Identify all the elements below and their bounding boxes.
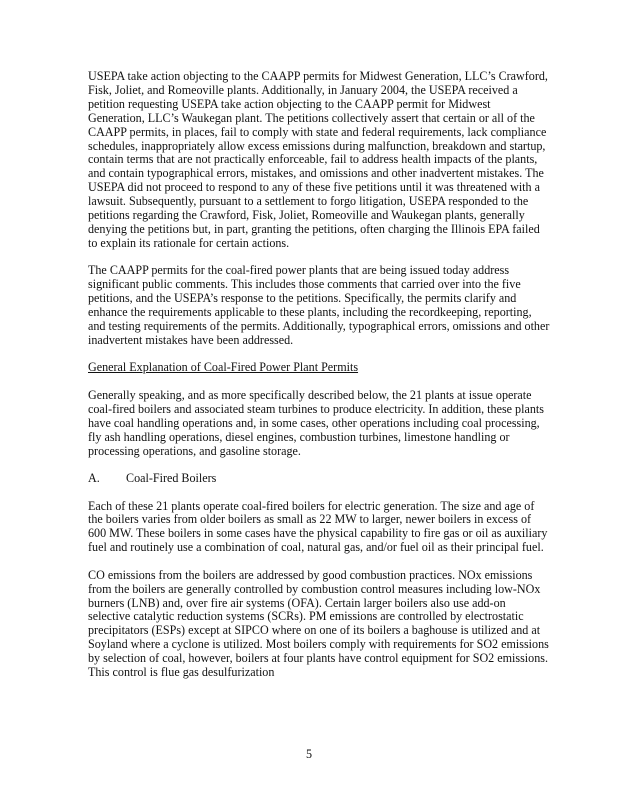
subsection-letter: A.	[88, 471, 100, 486]
paragraph-general-explanation: Generally speaking, and as more specifically described below, the 21 plants at issue operate coal-fired boilers and associated steam turbines to produce electricity. In addition, these plants have coal handling operations and, in some cases, other operations including coal processing, fly ash handling operations, diesel engines, combustion turbines, limestone handling or processing operations, and gasoline storage.	[88, 387, 544, 458]
paragraph-emissions-control: CO emissions from the boilers are addressed by good combustion practices. NOx emissions from the boilers are generally controlled by combustion control measures including low-NOx burners (LNB) and, over fire air systems (OFA). Certain larger boilers also use add-on selective catalytic reduction systems (SCRs). PM emissions are controlled by electrostatic precipitators (ESPs) except at SIPCO where on one of its boilers a baghouse is utilized and at Soyland where a cyclone is utilized. Most boilers comply with requirements for SO2 emissions by selection of coal, however, boilers at four plants have control equipment for SO2 emissions. This control is flue gas desulfurization	[88, 567, 549, 680]
subsection-title: Coal-Fired Boilers	[126, 471, 217, 486]
paragraph-boiler-size: Each of these 21 plants operate coal-fired boilers for electric generation. The size and age of the boilers varies from older boilers as small as 22 MW to larger, newer boilers in excess of 600 MW. These boilers in some cases have the physical capability to fire gas or oil as auxiliary fuel and routinely use a combination of coal, natural gas, and/or fuel oil as their principal fuel.	[88, 498, 548, 555]
subsection-heading	[88, 472, 550, 486]
paragraph-caapp-permits: The CAAPP permits for the coal-fired power plants that are being issued today address significant public comments. This includes those comments that carried over into the five petitions, and the USEPA’s response to the petitions. Specifically, the permits clarify and enhance the requirements applicable to these plants, including the recordkeeping, reporting, and testing requirements of the permits. Additionally, typographical errors, omissions and other inadvertent mistakes have been addressed.	[88, 263, 550, 347]
paragraph-petitions: USEPA take action objecting to the CAAPP permits for Midwest Generation, LLC’s Crawford, Fisk, Joliet, and Romeoville plants. Additionally, in January 2004, the USEPA received a petition requesting USEPA take action objecting to the CAAPP permit for Midwest Generation, LLC’s Waukegan plant. The petitions collectively assert that certain or all of the CAAPP permits, in places, fail to comply with state and federal requirements, lack compliance schedules, inappropriately allow excess emissions during malfunction, breakdown and startup, contain terms that are not practically enforceable, fail to address health impacts of the plants, and contain typographical errors, mistakes, and omissions and other inadvertent mistakes. The USEPA did not proceed to respond to any of these five petitions until it was threatened with a lawsuit. Subsequently, pursuant to a settlement to forgo litigation, USEPA responded to the petitions regarding the Crawford, Fisk, Joliet, Romeoville and Waukegan plants, generally denying the petitions but, in part, granting the petitions, often charging the Illinois EPA failed to explain its rationale for certain actions.	[88, 69, 548, 250]
document-body	[88, 70, 550, 694]
page-number: 5	[305, 747, 313, 761]
section-heading: General Explanation of Coal-Fired Power Plant Permits	[88, 360, 359, 375]
